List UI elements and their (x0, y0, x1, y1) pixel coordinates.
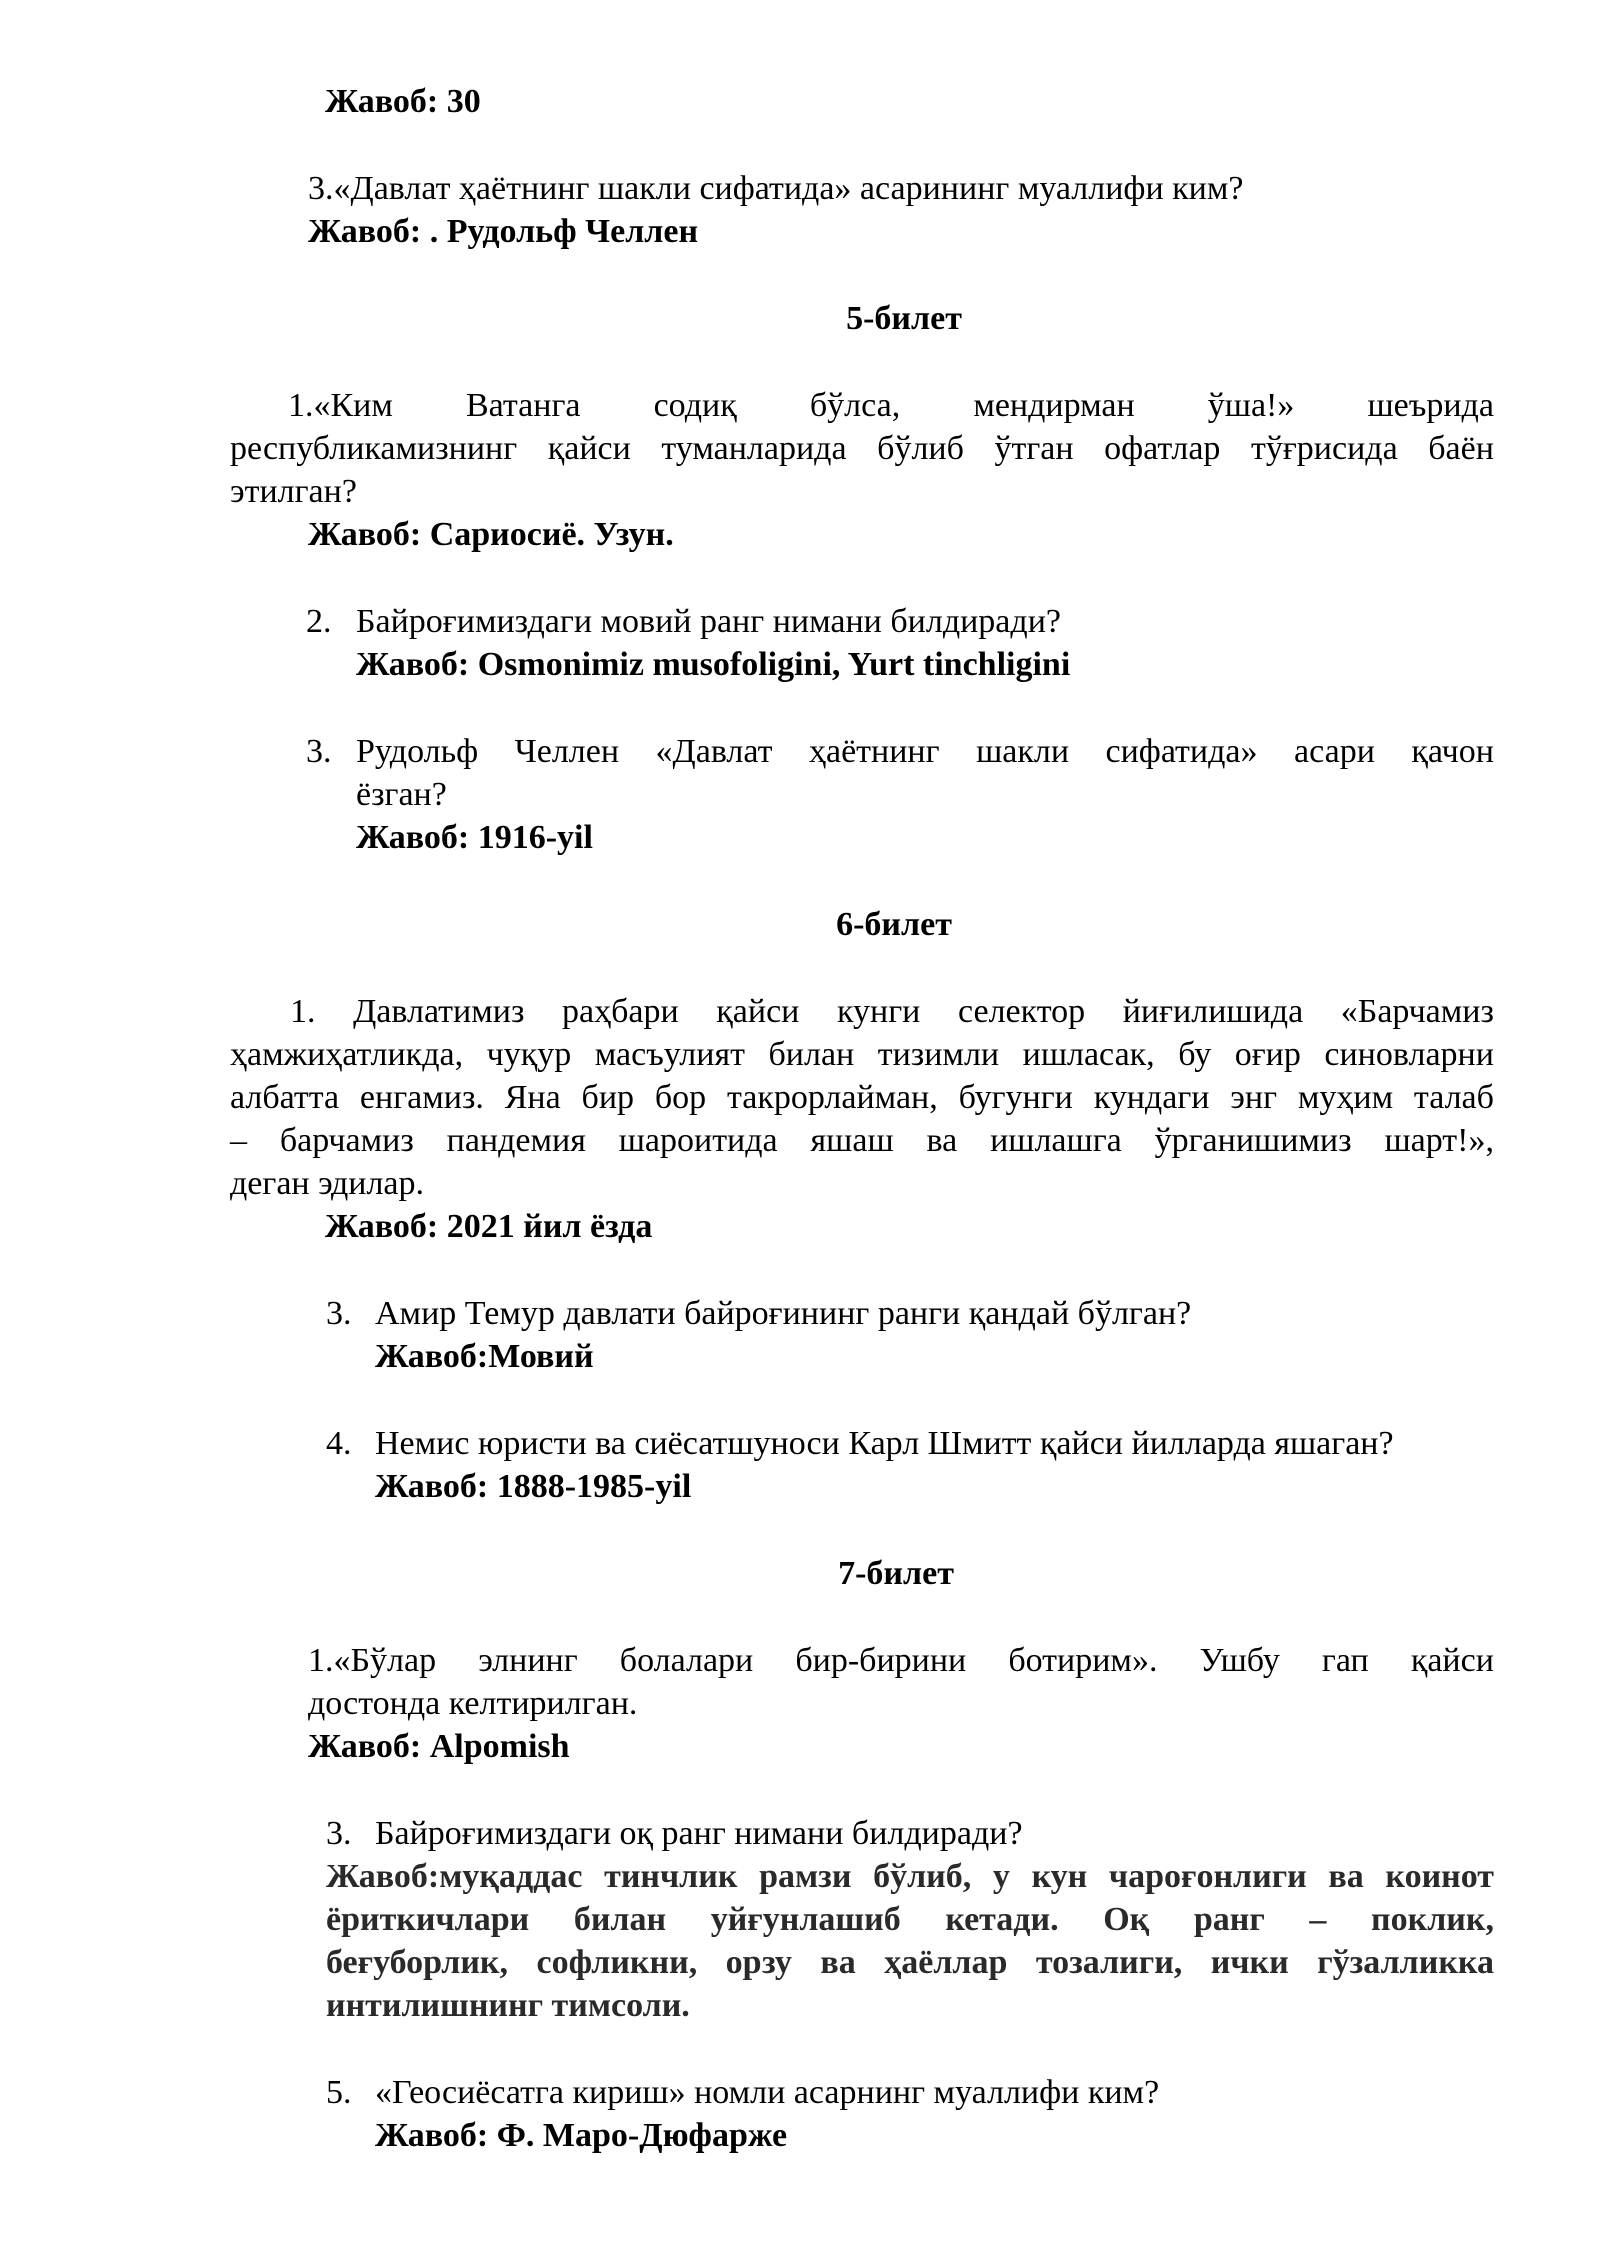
word: ишлашга (990, 1122, 1122, 1159)
ticket-7-q3-answer-line4: интилишнинг тимсоли. (326, 1987, 690, 2024)
ticket-5-q1-line2 (230, 427, 1494, 470)
word: ички (1210, 1944, 1289, 1981)
word: 1.«Ким (288, 387, 393, 424)
word: шеърида (1367, 387, 1494, 424)
word: элнинг (478, 1642, 578, 1679)
word: сифатида» (1105, 733, 1258, 770)
ticket-5-q2-number: 2. (306, 603, 332, 640)
word: бир-бирини (795, 1642, 967, 1679)
word: барчамиз (279, 1122, 414, 1159)
word: республикамизнинг (230, 430, 518, 467)
word: рамзи (759, 1858, 852, 1895)
word: ва (926, 1122, 958, 1159)
word: талаб (1413, 1079, 1494, 1116)
word: тўғрисида (1251, 430, 1398, 467)
word: ўтган (994, 430, 1074, 467)
question-3-previous: 3.«Давлат ҳаётнинг шакли сифатида» асарининг муаллифи ким? (308, 170, 1244, 207)
word: ранг (1193, 1901, 1265, 1938)
ticket-6-q1-line1 (290, 990, 1494, 1033)
word: йиғилишида (1122, 993, 1304, 1030)
ticket-6-q3-answer: Жавоб:Мовий (375, 1338, 594, 1375)
ticket-5-q2-question: Байроғимиздаги мовий ранг нимани билдиради? (356, 603, 1061, 640)
ticket-6-q1-answer: Жавоб: 2021 йил ёзда (325, 1208, 653, 1245)
word: туманларида (661, 430, 847, 467)
word: ҳаёллар (884, 1944, 1008, 1981)
ticket-6-heading: 6-билет (836, 906, 952, 943)
word: қайси (716, 993, 800, 1030)
word: шакли (976, 733, 1070, 770)
ticket-7-heading: 7-билет (838, 1555, 954, 1592)
word: Жавоб:муқаддас (326, 1858, 583, 1895)
ticket-7-q3-number: 3. (326, 1815, 352, 1852)
ticket-7-q3-question: Байроғимиздаги оқ ранг нимани билдиради? (375, 1815, 1023, 1852)
ticket-6-q4-answer: Жавоб: 1888-1985-yil (375, 1468, 692, 1505)
word: албатта (230, 1079, 340, 1116)
word: баён (1428, 430, 1494, 467)
word: «Барчамиз (1340, 993, 1494, 1030)
word: масъулият (594, 1036, 745, 1073)
ticket-7-q5-answer: Жавоб: Ф. Маро-Дюфарже (375, 2117, 788, 2154)
word: шароитида (618, 1122, 778, 1159)
answer-top: Жавоб: 30 (325, 83, 481, 120)
word: чуқур (486, 1036, 572, 1073)
ticket-6-q1-line5: деган эдилар. (230, 1165, 425, 1202)
word: ва (820, 1944, 856, 1981)
word: қайси (1410, 1642, 1494, 1679)
word: ва (1328, 1858, 1364, 1895)
word: Давлатимиз (353, 993, 525, 1030)
ticket-5-q1-line3: этилган? (230, 473, 357, 510)
word: яшаш (810, 1122, 894, 1159)
ticket-5-q3-line1 (356, 730, 1494, 773)
ticket-5-q1-line1 (288, 384, 1494, 427)
word: Ватанга (466, 387, 581, 424)
word: Оқ (1103, 1901, 1150, 1938)
word: Яна (504, 1079, 561, 1116)
word: кун (1031, 1858, 1088, 1895)
word: софликни, (536, 1944, 698, 1981)
word: ҳаётнинг (808, 733, 940, 770)
word: бўлиб (877, 430, 964, 467)
ticket-6-q3-number: 3. (326, 1295, 352, 1332)
word: гўзалликка (1317, 1944, 1494, 1981)
ticket-6-q4-question: Немис юристи ва сиёсатшуноси Карл Шмитт қайси йилларда яшаган? (375, 1425, 1394, 1462)
word: кундаги (1093, 1079, 1210, 1116)
word: болалари (619, 1642, 754, 1679)
word: кетади. (945, 1901, 1059, 1938)
ticket-7-q1-line2: достонда келтирилган. (308, 1685, 638, 1722)
answer-3-previous: Жавоб: . Рудольф Челлен (308, 213, 699, 250)
ticket-7-q3-answer-line3 (326, 1941, 1494, 1984)
word: чароғонлиги (1108, 1858, 1307, 1895)
word: ишласак, (1022, 1036, 1155, 1073)
word: Челлен (514, 733, 620, 770)
word: бу (1178, 1036, 1212, 1073)
word: бўлиб, (873, 1858, 972, 1895)
word: содиқ (653, 387, 737, 424)
word: «Давлат (655, 733, 773, 770)
word: синовларни (1324, 1036, 1494, 1073)
word: бир (581, 1079, 635, 1116)
ticket-7-q3-answer-line2 (326, 1898, 1494, 1941)
ticket-7-q5-number: 5. (326, 2074, 352, 2111)
word: Рудольф (356, 733, 479, 770)
word: бугунги (958, 1079, 1073, 1116)
word: шарт!», (1384, 1122, 1494, 1159)
word: енгамиз. (359, 1079, 484, 1116)
word: такрорлайман, (726, 1079, 938, 1116)
word: коинот (1385, 1858, 1494, 1895)
word: муҳим (1297, 1079, 1394, 1116)
word: пандемия (446, 1122, 586, 1159)
ticket-6-q1-line4 (230, 1119, 1494, 1162)
word: уйғунлашиб (710, 1901, 901, 1938)
word: қачон (1411, 733, 1494, 770)
word: раҳбари (561, 993, 679, 1030)
ticket-5-q1-answer: Жавоб: Сариосиё. Узун. (308, 516, 674, 553)
word: оғир (1234, 1036, 1301, 1073)
word: 1. (290, 993, 316, 1030)
ticket-5-q3-answer: Жавоб: 1916-yil (356, 819, 593, 856)
word: 1.«Бўлар (308, 1642, 437, 1679)
word: – (1309, 1901, 1327, 1938)
ticket-6-q1-line3 (230, 1076, 1494, 1119)
ticket-6-q3-question: Амир Темур давлати байроғининг ранги қандай бўлган? (375, 1295, 1192, 1332)
word: ботирим». (1008, 1642, 1158, 1679)
word: ёриткичлари (326, 1901, 530, 1938)
word: кунги (836, 993, 921, 1030)
word: офатлар (1104, 430, 1221, 467)
ticket-7-q3-answer-line1 (326, 1855, 1494, 1898)
word: энг (1230, 1079, 1278, 1116)
word: бўлса, (809, 387, 901, 424)
word: билан (768, 1036, 855, 1073)
word: билан (573, 1901, 667, 1938)
word: селектор (957, 993, 1086, 1030)
ticket-7-q1-answer: Жавоб: Alpomish (308, 1728, 570, 1765)
word: поклик, (1371, 1901, 1494, 1938)
word: у (992, 1858, 1010, 1895)
word: беғуборлик, (326, 1944, 509, 1981)
word: – (230, 1122, 247, 1159)
word: асари (1294, 733, 1375, 770)
word: ҳамжиҳатликда, (230, 1036, 464, 1073)
word: тизимли (877, 1036, 1000, 1073)
word: бор (654, 1079, 707, 1116)
ticket-6-q4-number: 4. (326, 1425, 352, 1462)
word: орзу (725, 1944, 792, 1981)
ticket-5-q3-number: 3. (306, 733, 332, 770)
word: гап (1321, 1642, 1369, 1679)
ticket-7-q1-line1 (308, 1639, 1494, 1682)
ticket-5-q3-line2: ёзган? (356, 776, 447, 813)
word: ўша!» (1207, 387, 1295, 424)
ticket-7-q5-question: «Геосиёсатга кириш» номли асарнинг муаллифи ким? (375, 2074, 1160, 2111)
word: мендирман (973, 387, 1135, 424)
word: ўрганишимиз (1154, 1122, 1352, 1159)
word: тинчлик (604, 1858, 738, 1895)
ticket-5-q2-answer: Жавоб: Osmonimiz musofoligini, Yurt tinchligini (356, 646, 1071, 683)
word: қайси (547, 430, 631, 467)
word: тозалиги, (1035, 1944, 1183, 1981)
ticket-6-q1-line2 (230, 1033, 1494, 1076)
ticket-5-heading: 5-билет (846, 300, 962, 337)
word: Ушбу (1199, 1642, 1280, 1679)
